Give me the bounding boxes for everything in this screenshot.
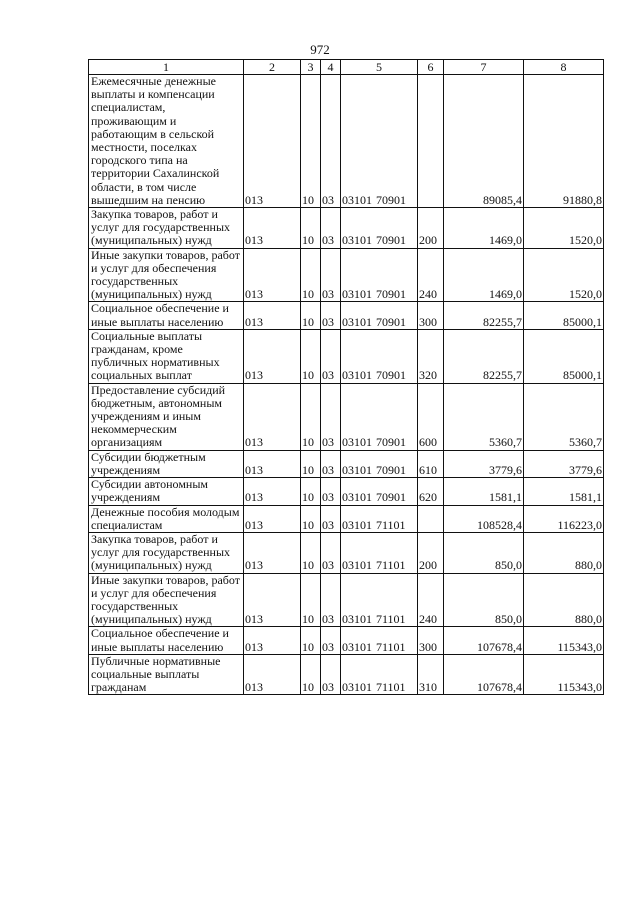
table-row: [89, 208, 604, 249]
table-row: [89, 450, 604, 477]
column-number: 5: [341, 60, 418, 75]
target-article-code: [341, 383, 418, 450]
expense-type-code: 320: [418, 329, 444, 383]
ministry-code: 013: [244, 248, 301, 302]
amount-year-1: 850,0: [444, 573, 524, 627]
subsection-code: 03: [321, 532, 341, 573]
target-direction-code: 71101: [376, 558, 406, 573]
target-program-code: 03101: [342, 287, 372, 302]
subsection-code: 03: [321, 383, 341, 450]
target-program-code: 03101: [342, 639, 372, 654]
row-name: Социальные выплаты гражданам, кроме публичных нормативных социальных выплат: [89, 329, 244, 383]
amount-year-2: 1520,0: [524, 248, 604, 302]
section-code: 10: [301, 329, 321, 383]
expense-type-code: 240: [418, 573, 444, 627]
ministry-code: 013: [244, 654, 301, 695]
column-number: 2: [244, 60, 301, 75]
target-program-code: 03101: [342, 680, 372, 695]
section-code: 10: [301, 573, 321, 627]
column-number: 7: [444, 60, 524, 75]
target-article-code: [341, 302, 418, 329]
target-program-code: 03101: [342, 558, 372, 573]
subsection-code: 03: [321, 329, 341, 383]
target-article-code: [341, 208, 418, 249]
table-row: [89, 75, 604, 208]
amount-year-2: 880,0: [524, 532, 604, 573]
row-name: Социальное обеспечение и иные выплаты населению: [89, 302, 244, 329]
expense-type-code: 600: [418, 383, 444, 450]
subsection-code: 03: [321, 450, 341, 477]
target-direction-code: 70901: [376, 490, 406, 505]
amount-year-1: 3779,6: [444, 450, 524, 477]
amount-year-2: 5360,7: [524, 383, 604, 450]
amount-year-1: 107678,4: [444, 627, 524, 654]
column-number: 4: [321, 60, 341, 75]
subsection-code: 03: [321, 627, 341, 654]
row-name: Публичные нормативные социальные выплаты гражданам: [89, 654, 244, 695]
target-article-code: [341, 505, 418, 532]
amount-year-1: 1469,0: [444, 208, 524, 249]
expense-type-code: 310: [418, 654, 444, 695]
target-direction-code: 71101: [376, 639, 406, 654]
amount-year-2: 85000,1: [524, 302, 604, 329]
subsection-code: 03: [321, 248, 341, 302]
section-code: 10: [301, 248, 321, 302]
row-name: Денежные пособия молодым специалистам: [89, 505, 244, 532]
subsection-code: 03: [321, 654, 341, 695]
expense-type-code: 620: [418, 478, 444, 505]
target-program-code: 03101: [342, 233, 372, 248]
section-code: 10: [301, 627, 321, 654]
section-code: 10: [301, 654, 321, 695]
target-program-code: 03101: [342, 368, 372, 383]
row-name: Субсидии автономным учреждениям: [89, 478, 244, 505]
amount-year-2: 116223,0: [524, 505, 604, 532]
ministry-code: 013: [244, 450, 301, 477]
target-direction-code: 70901: [376, 435, 406, 450]
target-direction-code: 71101: [376, 612, 406, 627]
amount-year-1: 108528,4: [444, 505, 524, 532]
amount-year-1: 850,0: [444, 532, 524, 573]
expense-type-code: [418, 75, 444, 208]
subsection-code: 03: [321, 478, 341, 505]
amount-year-1: 82255,7: [444, 302, 524, 329]
amount-year-2: 1520,0: [524, 208, 604, 249]
section-code: 10: [301, 302, 321, 329]
target-article-code: [341, 654, 418, 695]
target-program-code: 03101: [342, 612, 372, 627]
amount-year-2: 3779,6: [524, 450, 604, 477]
expense-type-code: 240: [418, 248, 444, 302]
row-name: Предоставление субсидий бюджетным, автономным учреждениям и иным некоммерческим организациям: [89, 383, 244, 450]
section-code: 10: [301, 75, 321, 208]
expense-type-code: [418, 505, 444, 532]
target-article-code: [341, 478, 418, 505]
table-row: [89, 532, 604, 573]
section-code: 10: [301, 478, 321, 505]
subsection-code: 03: [321, 302, 341, 329]
ministry-code: 013: [244, 302, 301, 329]
expense-type-code: 200: [418, 208, 444, 249]
ministry-code: 013: [244, 478, 301, 505]
row-name: Закупка товаров, работ и услуг для государственных (муниципальных) нужд: [89, 208, 244, 249]
table-row: [89, 329, 604, 383]
column-number: 8: [524, 60, 604, 75]
subsection-code: 03: [321, 75, 341, 208]
ministry-code: 013: [244, 75, 301, 208]
amount-year-1: 1469,0: [444, 248, 524, 302]
ministry-code: 013: [244, 208, 301, 249]
column-number: 6: [418, 60, 444, 75]
table-row: [89, 383, 604, 450]
target-direction-code: 70901: [376, 462, 406, 477]
target-article-code: [341, 329, 418, 383]
section-code: 10: [301, 450, 321, 477]
target-direction-code: 71101: [376, 517, 406, 532]
amount-year-2: 85000,1: [524, 329, 604, 383]
ministry-code: 013: [244, 627, 301, 654]
expense-type-code: 300: [418, 627, 444, 654]
section-code: 10: [301, 208, 321, 249]
section-code: 10: [301, 532, 321, 573]
ministry-code: 013: [244, 329, 301, 383]
target-direction-code: 70901: [376, 233, 406, 248]
amount-year-2: 91880,8: [524, 75, 604, 208]
section-code: 10: [301, 383, 321, 450]
row-name: Закупка товаров, работ и услуг для государственных (муниципальных) нужд: [89, 532, 244, 573]
target-program-code: 03101: [342, 490, 372, 505]
target-program-code: 03101: [342, 314, 372, 329]
amount-year-1: 1581,1: [444, 478, 524, 505]
budget-table: [88, 59, 604, 695]
amount-year-2: 1581,1: [524, 478, 604, 505]
target-article-code: [341, 450, 418, 477]
target-direction-code: 70901: [376, 314, 406, 329]
amount-year-1: 89085,4: [444, 75, 524, 208]
target-program-code: 03101: [342, 517, 372, 532]
column-number-row: [89, 60, 604, 75]
expense-type-code: 300: [418, 302, 444, 329]
target-program-code: 03101: [342, 192, 372, 207]
row-name: Ежемесячные денежные выплаты и компенсации специалистам, проживающим и работающим в сельской местности, поселках городского типа на территории Сахалинской области, в том числе вышедшим на пенсию: [89, 75, 244, 208]
target-direction-code: 70901: [376, 368, 406, 383]
amount-year-1: 107678,4: [444, 654, 524, 695]
subsection-code: 03: [321, 208, 341, 249]
ministry-code: 013: [244, 505, 301, 532]
table-row: [89, 248, 604, 302]
table-row: [89, 302, 604, 329]
page-number: 972: [310, 42, 330, 57]
amount-year-2: 115343,0: [524, 627, 604, 654]
subsection-code: 03: [321, 573, 341, 627]
ministry-code: 013: [244, 532, 301, 573]
target-direction-code: 71101: [376, 680, 406, 695]
table-row: [89, 627, 604, 654]
target-article-code: [341, 75, 418, 208]
target-article-code: [341, 248, 418, 302]
amount-year-1: 5360,7: [444, 383, 524, 450]
target-direction-code: 70901: [376, 287, 406, 302]
ministry-code: 013: [244, 573, 301, 627]
target-program-code: 03101: [342, 462, 372, 477]
table-row: [89, 478, 604, 505]
row-name: Иные закупки товаров, работ и услуг для обеспечения государственных (муниципальных) нужд: [89, 573, 244, 627]
amount-year-1: 82255,7: [444, 329, 524, 383]
table-body: [89, 75, 604, 695]
amount-year-2: 115343,0: [524, 654, 604, 695]
target-article-code: [341, 627, 418, 654]
subsection-code: 03: [321, 505, 341, 532]
target-article-code: [341, 573, 418, 627]
table-row: [89, 654, 604, 695]
section-code: 10: [301, 505, 321, 532]
expense-type-code: 610: [418, 450, 444, 477]
expense-type-code: 200: [418, 532, 444, 573]
table-row: [89, 573, 604, 627]
target-article-code: [341, 532, 418, 573]
row-name: Иные закупки товаров, работ и услуг для обеспечения государственных (муниципальных) нужд: [89, 248, 244, 302]
row-name: Социальное обеспечение и иные выплаты населению: [89, 627, 244, 654]
amount-year-2: 880,0: [524, 573, 604, 627]
row-name: Субсидии бюджетным учреждениям: [89, 450, 244, 477]
target-program-code: 03101: [342, 435, 372, 450]
column-number: 3: [301, 60, 321, 75]
table-row: [89, 505, 604, 532]
ministry-code: 013: [244, 383, 301, 450]
column-number: 1: [89, 60, 244, 75]
target-direction-code: 70901: [376, 192, 406, 207]
